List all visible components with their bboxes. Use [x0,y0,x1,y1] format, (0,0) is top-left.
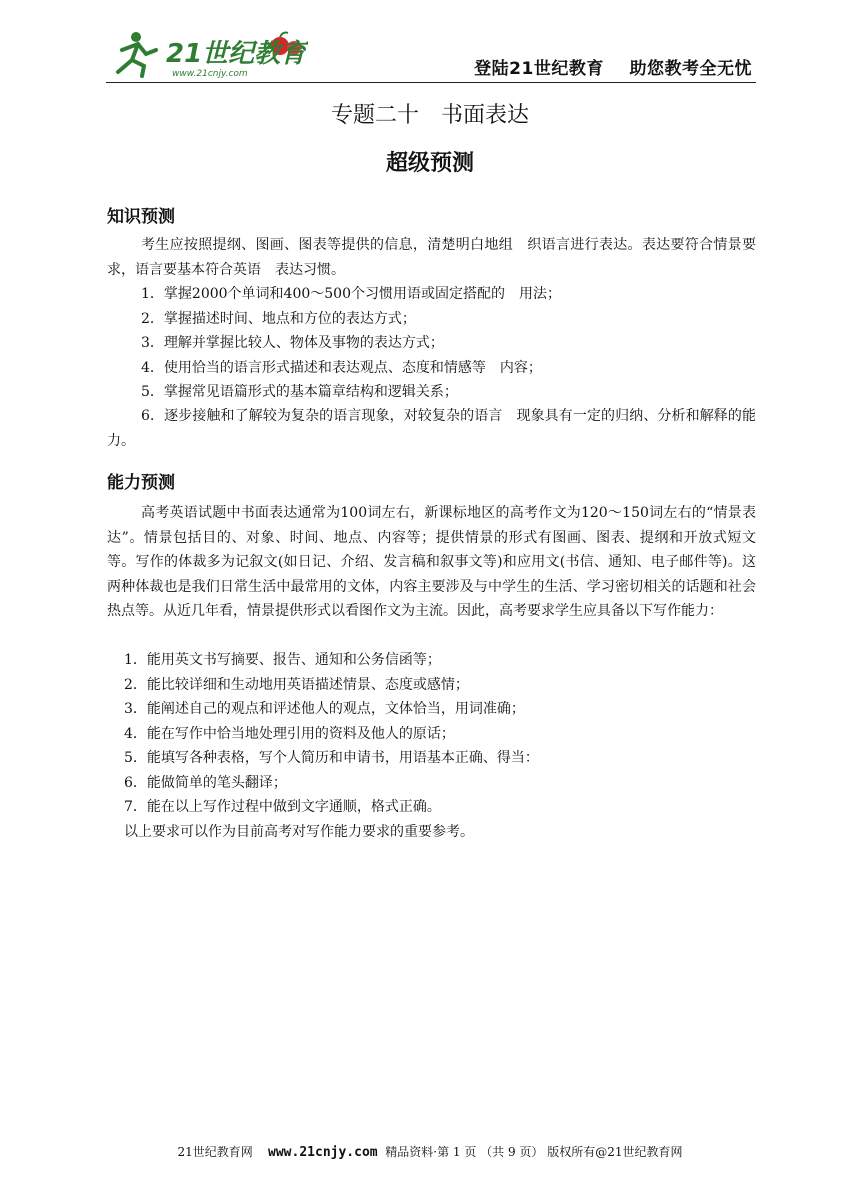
knowledge-intro: 考生应按照提纲、图画、图表等提供的信息，清楚明白地组 织语言进行表达。表达要符合情景要求，语言要基本符合英语 表达习惯。 [107,237,756,278]
ability-list [107,648,756,844]
list-item: 3．理解并掌握比较人、物体及事物的表达方式； [141,335,444,351]
footer-left: 21世纪教育网 [177,1145,253,1159]
page-subtitle: 超级预测 [385,151,474,176]
footer-site-link[interactable]: www.21cnjy.com [268,1145,378,1160]
list-item: 6．能做简单的笔头翻译； [124,774,287,791]
list-item: 2．掌握描述时间、地点和方位的表达方式； [141,310,416,327]
page-header [106,22,756,83]
knowledge-list [107,282,756,405]
svg-text:www.21cnjy.com: www.21cnjy.com [172,69,248,79]
section-heading-knowledge: 知识预测 [107,207,175,227]
list-item: 1．掌握2000个单词和400～500个习惯用语或固定搭配的 用法； [141,286,561,302]
list-item: 6．逐步接触和了解较为复杂的语言现象，对较复杂的语言 现象具有一定的归纳、分析和解释的能力。 [107,408,756,449]
footer-right: 精品资料·第 1 页 （共 9 页） 版权所有@21世纪教育网 [385,1145,683,1159]
list-item: 1．能用英文书写摘要、报告、通知和公务信函等； [124,652,441,668]
list-item: 3．能阐述自己的观点和评述他人的观点，文体恰当，用词准确； [124,701,525,717]
page-title: 专题二十 书面表达 [330,103,529,128]
list-item: 2．能比较详细和生动地用英语描述情景、态度或感情； [124,676,469,693]
header-slogan: 登陆21世纪教育 助您教考全无忧 [474,59,752,79]
list-item: 5．掌握常见语篇形式的基本篇章结构和逻辑关系； [141,384,458,400]
page-footer [0,1143,860,1160]
svg-text:21世纪教育: 21世纪教育 [166,39,307,69]
list-item: 以上要求可以作为目前高考对写作能力要求的重要参考。 [124,823,474,840]
list-item: 7．能在以上写作过程中做到文字通顺，格式正确。 [124,799,441,815]
list-item: 4．使用恰当的语言形式描述和表达观点、态度和情感等 内容； [141,359,542,376]
list-item: 5．能填写各种表格，写个人简历和申请书，用语基本正确、得当： [124,750,539,766]
site-logo [108,28,308,80]
section-heading-ability: 能力预测 [107,473,175,493]
list-item: 4．能在写作中恰当地处理引用的资料及他人的原话； [124,725,455,742]
ability-intro: 高考英语试题中书面表达通常为100词左右，新课标地区的高考作文为120～150词左右的“情景表达”。情景包括目的、对象、时间、地点、内容等；提供情景的形式有图画、图表、提纲和开放式短文等。写作的体裁多为记叙文(如日记、介绍、发言稿和叙事文等)和应用文(书信、通知、电子邮件等)。这两种体裁也是我们日常生活中最常用的文体，内容主要涉及与中学生的生活、学习密切相关的话题和社会热点等。从近几年看，情景提供形式以看图作文为主流。因此，高考要求学生应具备以下写作能力： [107,505,756,619]
